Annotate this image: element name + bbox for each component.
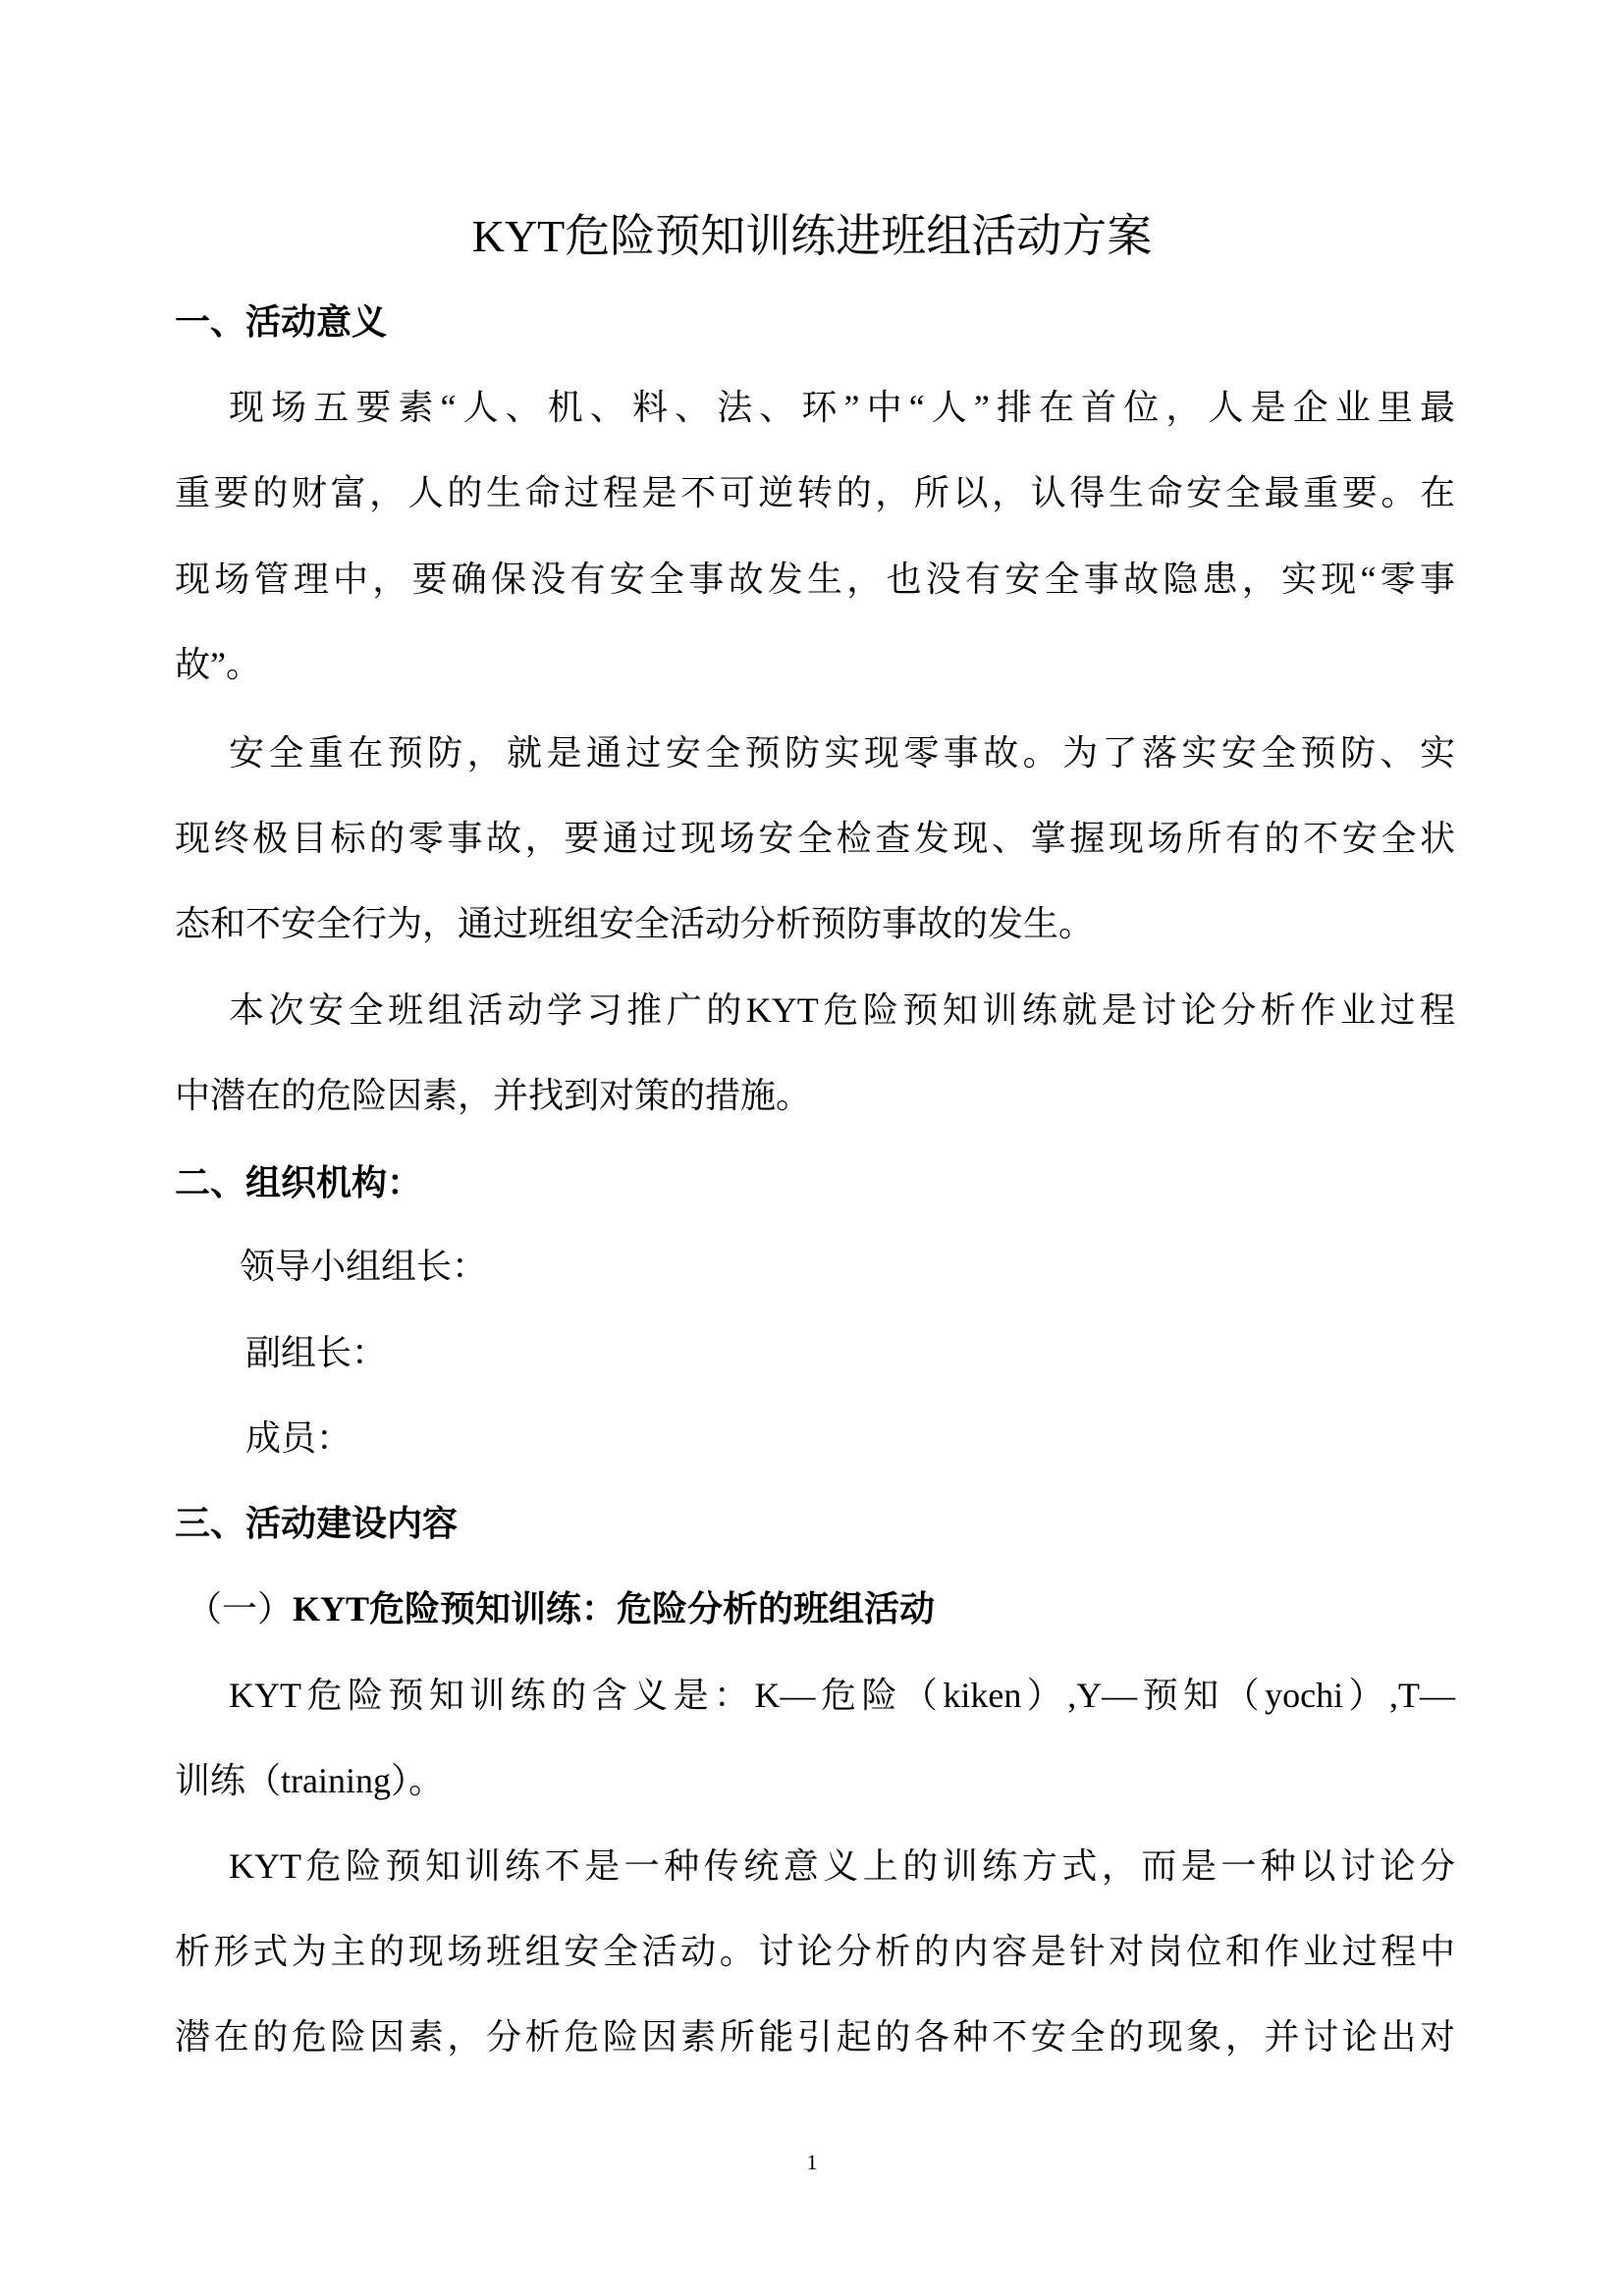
paragraph-line: 现场管理中，要确保没有安全事故发生，也没有安全事故隐患，实现“零事 [175, 560, 1455, 599]
leader-label: 领导小组组长： [240, 1247, 488, 1286]
paragraph-line: KYT危险预知训练不是一种传统意义上的训练方式，而是一种以讨论分 [229, 1846, 1455, 1886]
paragraph-line: 故”。 [175, 645, 261, 684]
paragraph-line: 训练（training）。 [175, 1761, 444, 1800]
paragraph-line: 重要的财富，人的生命过程是不可逆转的，所以，认得生命安全最重要。在 [175, 473, 1455, 512]
paragraph-line: 本次安全班组活动学习推广的KYT危险预知训练就是讨论分析作业过程 [229, 990, 1455, 1030]
paragraph-line: 析形式为主的现场班组安全活动。讨论分析的内容是针对岗位和作业过程中 [175, 1932, 1455, 1971]
paragraph-line: 现场五要素“人、机、料、法、环”中“人”排在首位，人是企业里最 [229, 388, 1455, 427]
paragraph-line: 中潜在的危险因素，并找到对策的措施。 [175, 1076, 812, 1115]
paragraph-line: 现终极目标的零事故，要通过现场安全检查发现、掌握现场所有的不安全状 [175, 819, 1455, 858]
document-title: KYT危险预知训练进班组活动方案 [471, 211, 1153, 261]
deputy-label: 副组长： [245, 1333, 388, 1372]
section-heading-significance: 一、活动意义 [175, 302, 388, 342]
paragraph-line: 安全重在预防，就是通过安全预防实现零事故。为了落实安全预防、实 [229, 733, 1455, 773]
members-label: 成员： [245, 1418, 352, 1458]
section-heading-content: 三、活动建设内容 [175, 1504, 459, 1543]
paragraph-line: 态和不安全行为，通过班组安全活动分析预防事故的发生。 [175, 904, 1095, 943]
page-number: 1 [806, 2150, 818, 2174]
subsection-heading [187, 1566, 935, 1652]
subsection-prefix: （一） [187, 1589, 294, 1629]
section-heading-organization: 二、组织机构： [175, 1163, 423, 1202]
subsection-title: KYT危险预知训练：危险分析的班组活动 [293, 1589, 936, 1629]
paragraph-line: 潜在的危险因素，分析危险因素所能引起的各种不安全的现象，并讨论出对 [175, 2017, 1455, 2056]
paragraph-line: KYT危险预知训练的含义是：K—危险（kiken）,Y—预知（yochi）,T— [229, 1676, 1455, 1715]
